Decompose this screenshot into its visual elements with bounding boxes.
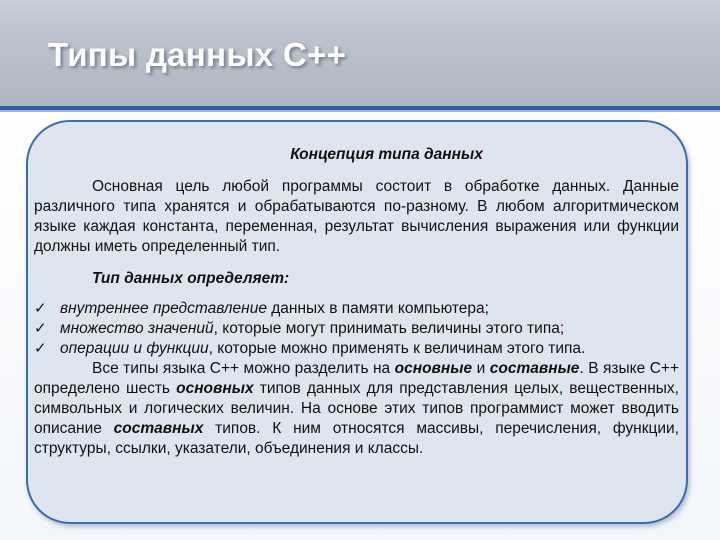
- term-composite: составных: [113, 420, 204, 437]
- text-run: и: [472, 360, 490, 377]
- text-run: . В языке C++ определено шесть: [34, 360, 679, 397]
- concept-title: Концепция типа данных: [290, 146, 483, 163]
- checkmark-icon: ✓: [34, 320, 47, 337]
- text-run: типов данных для представления целых, вещественных, символьных и логических величин. На основе этих типов программист может вводить описание: [34, 380, 679, 437]
- text-run: типов. К ним относятся массивы, перечисления, функции, структуры, ссылки, указатели, объединения и классы.: [34, 420, 679, 457]
- content-text: [34, 145, 679, 459]
- paragraph-intro: Основная цель любой программы состоит в обработке данных. Данные различного типа хранятся и обрабатываются по-разному. В любом алгоритмическом языке каждая константа, переменная, результат вычисления выражения или функции должны иметь определенный тип.: [34, 178, 679, 255]
- list-item: [34, 339, 679, 359]
- text-run: Все типы языка C++ можно разделить на: [92, 360, 395, 377]
- term-composite: составные: [489, 360, 580, 377]
- bullet-text: , которые могут принимать величины этого типа;: [213, 320, 565, 337]
- definition-list: [34, 299, 679, 359]
- paragraph-types: [34, 359, 679, 459]
- checkmark-icon: ✓: [34, 300, 47, 317]
- list-item: [34, 299, 679, 319]
- list-item: [34, 319, 679, 339]
- bullet-term: операции и функции: [60, 340, 209, 357]
- term-basic: основных: [176, 380, 254, 397]
- checkmark-icon: ✓: [34, 340, 47, 357]
- bullet-text: , которые можно применять к величинам этого типа.: [208, 340, 586, 357]
- bullet-term: множество значений: [60, 320, 214, 337]
- bullet-term: внутреннее представление: [60, 300, 267, 317]
- definition-title: Тип данных определяет:: [92, 270, 290, 287]
- bullet-text: данных в памяти компьютера;: [266, 300, 489, 317]
- term-basic: основные: [394, 360, 473, 377]
- slide-title: Типы данных C++: [48, 36, 347, 73]
- slide-header: [0, 0, 720, 106]
